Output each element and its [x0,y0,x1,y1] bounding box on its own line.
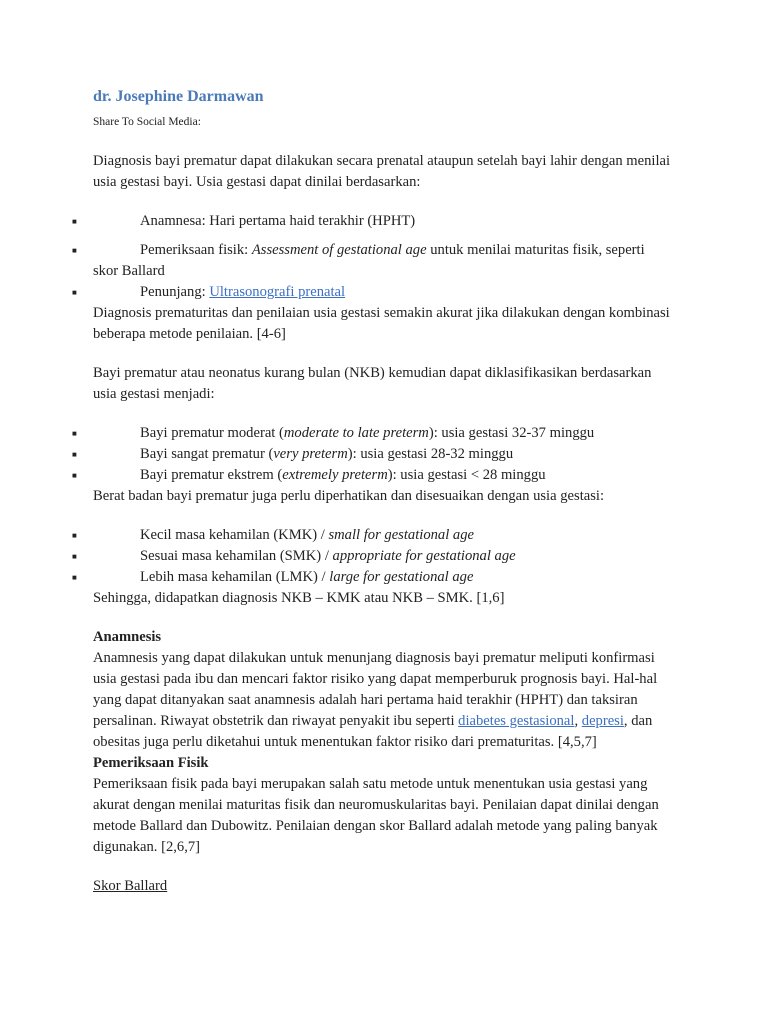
gestation-methods-list [72,211,673,303]
list-item-text: Sesuai masa kehamilan (SMK) / [140,548,333,564]
anamnesis-heading: Anamnesis [93,629,162,645]
ultrasonografi-link[interactable]: Ultrasonografi prenatal [209,284,346,300]
list-item [72,444,673,465]
list-item-text: Penunjang: [140,284,210,300]
list-item [72,282,673,303]
list-item-text: Lebih masa kehamilan (LMK) / [140,569,330,585]
list-item-italic: very preterm [273,446,348,462]
list-item-text: Bayi prematur ekstrem ( [140,467,283,483]
list-item [72,546,673,567]
list-item [72,423,673,444]
bullet-icon: ■ [72,573,77,582]
list-item-text: untuk menilai maturitas fisik, seperti skor Ballard [93,242,645,279]
bullet-icon: ■ [72,429,77,438]
bullet-icon: ■ [72,552,77,561]
list-item-italic: small for gestational age [328,527,474,543]
physical-exam-heading: Pemeriksaan Fisik [93,755,209,771]
list-item-text: Kecil masa kehamilan (KMK) / [140,527,329,543]
bullet-icon: ■ [72,531,77,540]
anamnesis-paragraph [93,648,673,753]
accuracy-paragraph: Diagnosis prematuritas dan penilaian usia gestasi semakin akurat jika dilakukan dengan kombinasi beberapa metode penilaian. [4-6] [93,305,670,342]
list-item-text: Bayi sangat prematur ( [140,446,274,462]
list-item [72,567,673,588]
list-item-text: Pemeriksaan fisik: [140,242,252,258]
physical-exam-paragraph: Pemeriksaan fisik pada bayi merupakan salah satu metode untuk menentukan usia gestasi yang akurat dengan menilai maturitas fisik dan neuromuskularitas bayi. Penilaian dapat dinilai dengan metode Ballard dan Dubowitz. Penilaian dengan skor Ballard adalah metode yang paling banyak digunakan. [2,6,7] [93,776,659,855]
list-item-text: ): usia gestasi < 28 minggu [387,467,546,483]
list-item-italic: large for gestational age [329,569,474,585]
weight-intro: Berat badan bayi prematur juga perlu diperhatikan dan disesuaikan dengan usia gestasi: [93,488,605,504]
bullet-icon: ■ [72,217,77,226]
share-label: Share To Social Media: [93,116,201,128]
classification-intro: Bayi prematur atau neonatus kurang bulan (NKB) kemudian dapat diklasifikasikan berdasarkan usia gestasi menjadi: [93,365,652,402]
list-item [72,211,673,232]
weight-class-list [72,525,673,588]
list-item [72,525,673,546]
classification-list [72,423,673,486]
list-item-text: Anamnesa: Hari pertama haid terakhir (HPHT) [140,213,416,229]
bullet-icon: ■ [72,471,77,480]
list-item-italic: Assessment of gestational age [251,242,427,258]
list-item [72,240,673,282]
diabetes-gestasional-link[interactable]: diabetes gestasional [458,713,575,729]
bullet-icon: ■ [72,288,77,297]
depresi-link[interactable]: depresi [581,713,624,729]
intro-paragraph: Diagnosis bayi prematur dapat dilakukan secara prenatal ataupun setelah bayi lahir dengan menilai usia gestasi bayi. Usia gestasi dapat dinilai berdasarkan: [93,153,671,190]
author-name[interactable]: dr. Josephine Darmawan [93,88,264,105]
list-item-italic: extremely preterm [282,467,388,483]
list-item [72,465,673,486]
list-item-text: ): usia gestasi 32-37 minggu [428,425,595,441]
bullet-icon: ■ [72,450,77,459]
anamnesis-text: Anamnesis yang dapat dilakukan untuk menunjang diagnosis bayi prematur meliputi konfirmasi usia gestasi pada ibu dan mencari faktor risiko yang dapat memperburuk prognosis bayi. Hal-hal yang dapat ditanyakan saat anamnesis adalah hari pertama haid terakhir (HPHT) dan taksiran persalinan. Riwayat obstetrik dan riwayat penyakit ibu seperti [93,650,658,729]
list-item-italic: appropriate for gestational age [332,548,516,564]
diagnosis-conclusion: Sehingga, didapatkan diagnosis NKB – KMK atau NKB – SMK. [1,6] [93,590,505,606]
article-body [72,151,673,897]
ballard-heading: Skor Ballard [93,878,168,894]
list-item-text: Bayi prematur moderat ( [140,425,284,441]
list-item-text: ): usia gestasi 28-32 minggu [347,446,514,462]
anamnesis-text: , dan obesitas juga perlu diketahui untuk menentukan faktor risiko dari prematuritas. [4,5,7] [93,713,653,750]
list-item-italic: moderate to late preterm [283,425,429,441]
bullet-icon: ■ [72,246,77,255]
anamnesis-comma: , [574,713,582,729]
